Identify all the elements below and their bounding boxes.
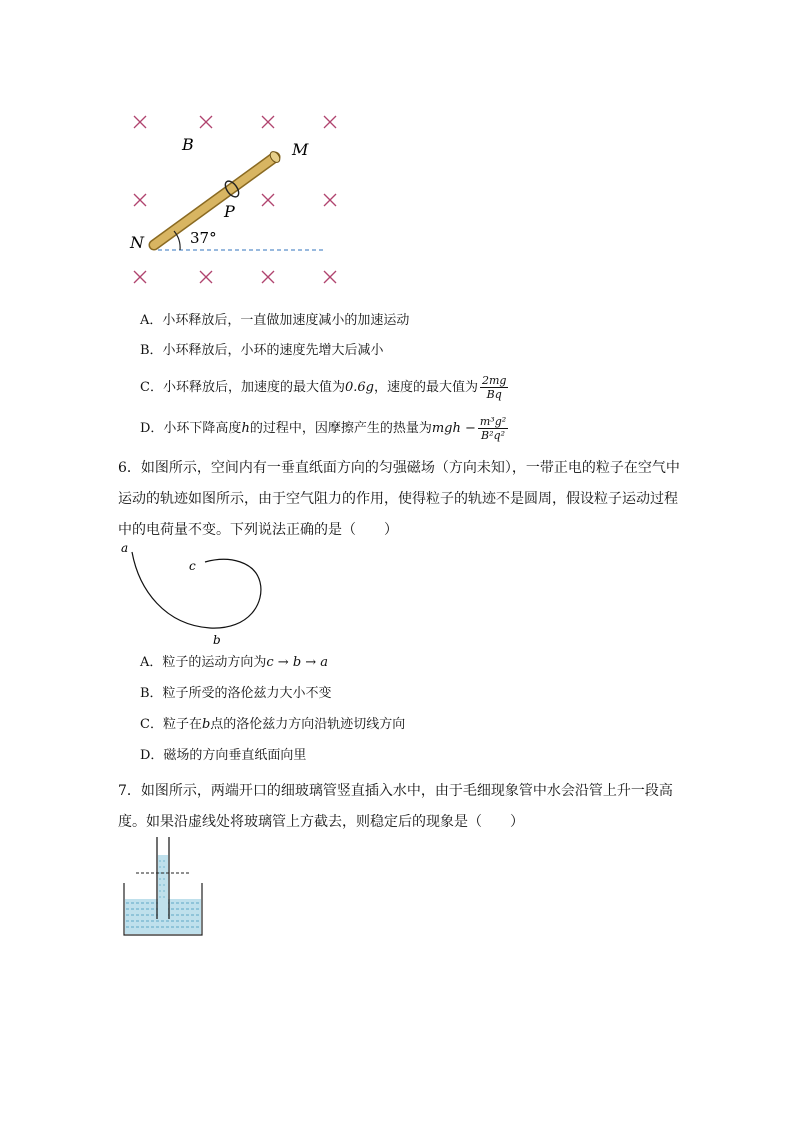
field-cross: [200, 271, 212, 283]
q5-option-c: [140, 374, 508, 401]
label-n: N: [130, 233, 144, 252]
trajectory-curve: [132, 552, 261, 628]
field-cross: [262, 271, 274, 283]
q6-option-c-prefix: C．粒子在: [140, 717, 202, 732]
field-cross: [134, 271, 146, 283]
q5-option-d-prefix: D．小环下降高度: [140, 421, 242, 436]
angle-label: 37°: [190, 229, 217, 247]
q6-option-c-b: b: [201, 717, 211, 732]
q6-option-a-prefix: A．粒子的运动方向为: [140, 655, 267, 670]
field-cross: [262, 116, 274, 128]
label-b: b: [213, 633, 221, 647]
field-cross: [324, 271, 336, 283]
field-cross: [324, 194, 336, 206]
field-cross: [262, 194, 274, 206]
q5-option-c-prefix: C．小环释放后，加速度的最大值为: [140, 380, 345, 395]
label-a: a: [121, 541, 129, 555]
fraction-denominator: B²q²: [481, 429, 505, 442]
q6-stem-line-1: 6．如图所示，空间内有一垂直纸面方向的匀强磁场（方向未知），一带正电的粒子在空气中: [118, 460, 680, 476]
field-cross: [134, 116, 146, 128]
q5-option-c-mid: ，速度的最大值为: [373, 380, 478, 395]
q5-option-d-expr: mgh −: [431, 421, 476, 436]
q6-stem-line-3: 中的电荷量不变。下列说法正确的是（ ）: [118, 522, 398, 538]
field-cross: [134, 194, 146, 206]
q6-option-d: D．磁场的方向垂直纸面向里: [140, 748, 307, 763]
q5-option-d-fraction: [478, 415, 508, 442]
field-cross: [324, 116, 336, 128]
field-cross: [200, 116, 212, 128]
q6-option-b: B．粒子所受的洛伦兹力大小不变: [140, 686, 332, 701]
q5-option-c-fraction: [480, 374, 508, 401]
q6-option-c-suffix: 点的洛伦兹力方向沿轨迹切线方向: [210, 717, 406, 732]
q5-option-d-mid: 的过程中，因摩擦产生的热量为: [249, 421, 432, 436]
particle-trajectory-figure: [115, 540, 275, 650]
capillary-tube-figure: [118, 835, 208, 940]
q6-option-c: [140, 717, 405, 733]
fraction-numerator: 2mg: [481, 374, 507, 387]
q5-option-d: [140, 415, 508, 442]
label-m: M: [292, 140, 309, 159]
label-b: B: [182, 135, 194, 154]
q6-option-a: [140, 655, 328, 671]
q7-stem-line-2: 度。如果沿虚线处将玻璃管上方截去，则稳定后的现象是（ ）: [118, 814, 524, 830]
magnetic-field-rod-figure: [120, 105, 360, 285]
q5-option-b: B．小环释放后，小环的速度先增大后减小: [140, 343, 384, 358]
label-p: P: [224, 202, 235, 221]
q6-option-a-path: c → b → a: [266, 655, 329, 670]
q5-option-d-h: h: [241, 421, 250, 436]
fraction-denominator: Bq: [486, 388, 502, 401]
fraction-numerator: m³g²: [479, 415, 507, 428]
label-c: c: [189, 559, 196, 573]
q5-option-c-value: 0.6g: [344, 380, 374, 395]
q6-stem-line-2: 运动的轨迹如图所示，由于空气阻力的作用，使得粒子的轨迹不是圆周，假设粒子运动过程: [118, 491, 678, 507]
q7-stem-line-1: 7．如图所示，两端开口的细玻璃管竖直插入水中，由于毛细现象管中水会沿管上升一段高: [118, 783, 673, 799]
q5-option-a: A．小环释放后，一直做加速度减小的加速运动: [140, 313, 410, 328]
tube-water: [158, 855, 168, 917]
